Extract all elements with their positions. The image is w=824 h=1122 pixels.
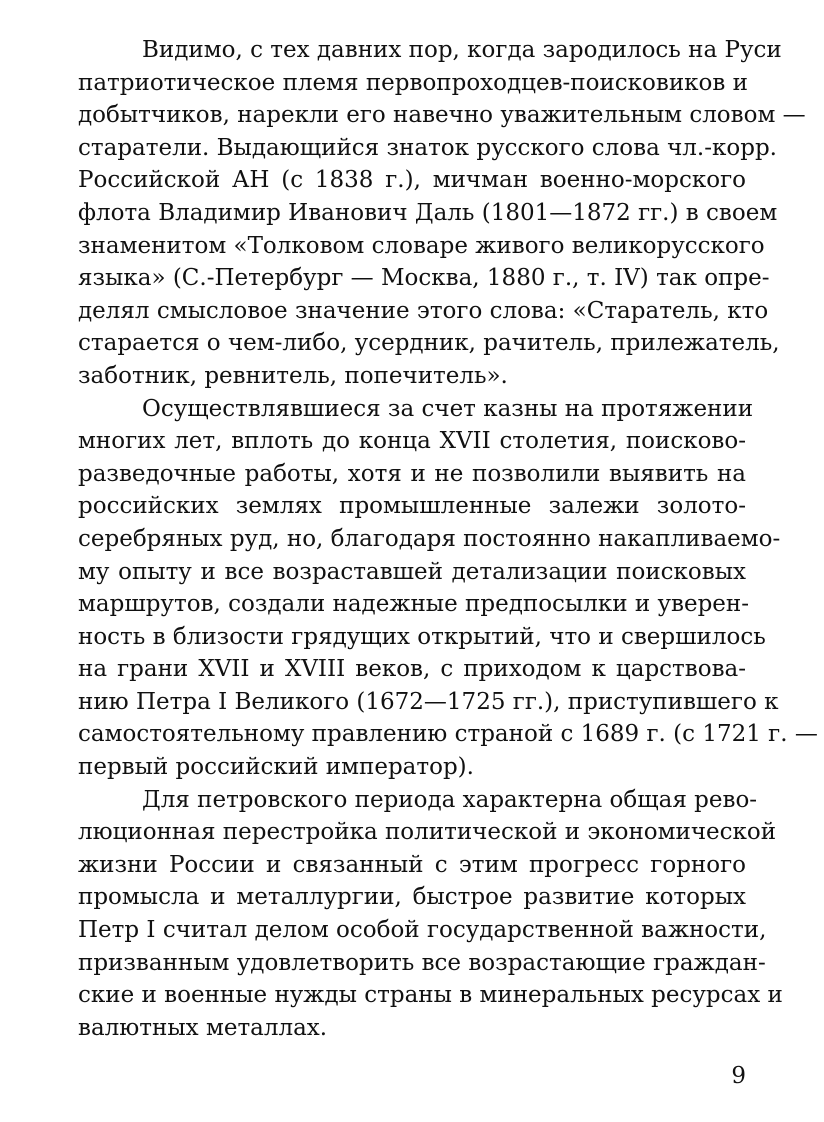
- book-page: [78, 34, 818, 1044]
- page-number: 9: [731, 1063, 746, 1089]
- text-line: промысла и металлургии, быстрое развитие которых: [78, 884, 746, 911]
- text-line: призванным удовлетворить все возрастающие граждан-: [78, 949, 766, 976]
- text-line: разведочные работы, хотя и не позволили выявить на: [78, 460, 746, 487]
- text-line: заботник, ревнитель, попечитель».: [78, 362, 508, 389]
- text-line: делял смысловое значение этого слова: «Старатель, кто: [78, 297, 769, 324]
- text-line: добытчиков, нарекли его навечно уважительным словом —: [78, 102, 806, 129]
- text-line: патриотическое племя первопроходцев-поисковиков и: [78, 69, 748, 96]
- text-line: на грани XVII и XVIII веков, с приходом к царствова-: [78, 656, 746, 683]
- text-line: старается о чем-либо, усердник, рачитель, прилежатель,: [78, 330, 780, 357]
- text-line: самостоятельному правлению страной с 1689 г. (с 1721 г. —: [78, 721, 818, 748]
- text-line: ские и военные нужды страны в минеральных ресурсах и: [78, 982, 783, 1009]
- text-line: российских землях промышленные залежи золото-: [78, 493, 746, 520]
- text-line: му опыту и все возраставшей детализации поисковых: [78, 558, 746, 585]
- text-line: многих лет, вплоть до конца XVII столетия, поисково-: [78, 428, 746, 455]
- text-line: жизни России и связанный с этим прогресс горного: [78, 851, 746, 878]
- paragraph-1: [78, 34, 806, 393]
- text-line: серебряных руд, но, благодаря постоянно накапливаемо-: [78, 525, 781, 552]
- text-line: Российской АН (с 1838 г.), мичман военно-морского: [78, 167, 746, 194]
- text-line: флота Владимир Иванович Даль (1801—1872 гг.) в своем: [78, 199, 778, 226]
- text-line: знаменитом «Толковом словаре живого великорусского: [78, 232, 765, 259]
- text-line: валютных металлах.: [78, 1014, 328, 1041]
- text-line: ность в близости грядущих открытий, что и свершилось: [78, 623, 766, 650]
- text-line: люционная перестройка политической и экономической: [78, 819, 777, 846]
- text-line: Петр I считал делом особой государственной важности,: [78, 917, 767, 944]
- text-line: старатели. Выдающийся знаток русского слова чл.-корр.: [78, 134, 777, 161]
- text-line: языка» (С.-Петербург — Москва, 1880 г., т. IV) так опре-: [78, 265, 770, 292]
- text-line: маршрутов, создали надежные предпосылки и уверен-: [78, 591, 750, 618]
- text-line: Осуществлявшиеся за счет казны на протяжении: [142, 395, 754, 422]
- paragraph-2: [78, 393, 818, 784]
- text-line: Видимо, с тех давних пор, когда зародилось на Руси: [142, 37, 782, 63]
- paragraph-3: [78, 784, 783, 1045]
- text-line: первый российский император).: [78, 754, 474, 781]
- text-line: Для петровского периода характерна общая рево-: [142, 786, 758, 813]
- text-line: нию Петра I Великого (1672—1725 гг.), приступившего к: [78, 688, 779, 715]
